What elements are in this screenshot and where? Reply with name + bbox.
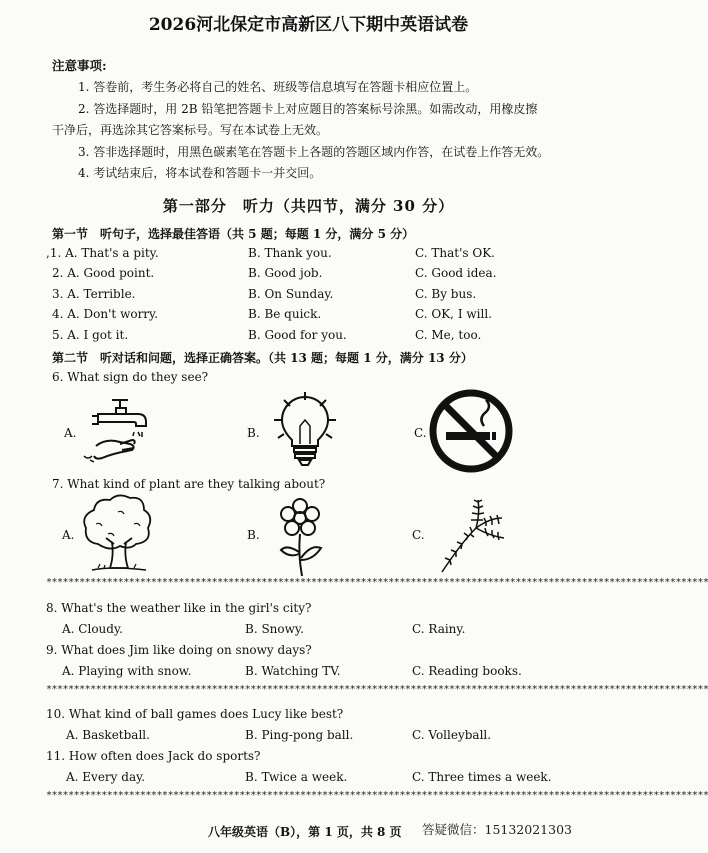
q3-option-b: B. On Sunday. (248, 287, 334, 301)
q10-option-a: A. Basketball. (66, 728, 150, 742)
q6-label-c: C. (414, 426, 427, 440)
q7-label-b: B. (247, 528, 260, 542)
q5-option-c: C. Me, too. (415, 328, 482, 342)
q2-option-a: 2. A. Good point. (52, 266, 155, 280)
notes-line: 1. 答卷前，考生务必将自己的姓名、班级等信息填写在答题卡相应位置上。 (78, 80, 478, 94)
q4-option-b: B. Be quick. (248, 307, 322, 321)
q9-option-b: B. Watching TV. (245, 664, 341, 678)
section1-heading: 第一节 听句子，选择最佳答语（共 5 题；每题 1 分，满分 5 分） (52, 227, 415, 241)
section2-heading: 第二节 听对话和问题，选择正确答案。（共 13 题；每题 1 分，满分 13 分） (52, 351, 473, 365)
no-smoking-icon (428, 388, 514, 474)
q7-label-a: A. (62, 528, 75, 542)
fern-leaf-icon (428, 494, 520, 576)
q3-option-a: 3. A. Terrible. (52, 287, 136, 301)
q10-stem: 10. What kind of ball games does Lucy like best? (46, 707, 344, 721)
exam-title: 2026河北保定市高新区八下期中英语试卷 (148, 15, 469, 35)
notes-line: 干净后，再选涂其它答案标号。写在本试卷上无效。 (52, 123, 329, 137)
q8-stem: 8. What's the weather like in the girl's city? (46, 601, 312, 615)
q5-option-a: 5. A. I got it. (52, 328, 129, 342)
q1-option-a: ,1. A. That's a pity. (46, 246, 159, 260)
separator: ************************************************************************************************************************ (46, 577, 708, 588)
q6-label-a: A. (64, 426, 77, 440)
notes-line: 3. 答非选择题时，用黑色碳素笔在答题卡上各题的答题区域内作答，在试卷上作答无效。 (78, 145, 550, 159)
separator: ************************************************************************************************************************ (46, 684, 708, 695)
q8-option-a: A. Cloudy. (62, 622, 123, 636)
q10-option-b: B. Ping-pong ball. (245, 728, 354, 742)
q11-option-a: A. Every day. (66, 770, 146, 784)
q2-option-c: C. Good idea. (415, 266, 497, 280)
q1-option-b: B. Thank you. (248, 246, 332, 260)
q3-option-c: C. By bus. (415, 287, 477, 301)
q1-option-c: C. That's OK. (415, 246, 495, 260)
q9-option-c: C. Reading books. (412, 664, 522, 678)
q5-option-b: B. Good for you. (248, 328, 347, 342)
q7-stem: 7. What kind of plant are they talking about? (52, 477, 326, 491)
tree-icon (78, 494, 160, 576)
q9-stem: 9. What does Jim like doing on snowy days? (46, 643, 312, 657)
q6-stem: 6. What sign do they see? (52, 370, 209, 384)
q11-stem: 11. How often does Jack do sports? (46, 749, 261, 763)
page-footer: 八年级英语（B），第 1 页，共 8 页 (208, 825, 402, 839)
notes-heading: 注意事项: (52, 58, 107, 73)
notes-line: 2. 答选择题时，用 2B 铅笔把答题卡上对应题目的答案标号涂黑。如需改动，用橡皮擦 (78, 102, 538, 116)
q8-option-c: C. Rainy. (412, 622, 466, 636)
notes-line: 4. 考试结束后，将本试卷和答题卡一并交回。 (78, 166, 322, 180)
q11-option-b: B. Twice a week. (245, 770, 348, 784)
q11-option-c: C. Three times a week. (412, 770, 552, 784)
q8-option-b: B. Snowy. (245, 622, 304, 636)
q7-label-c: C. (412, 528, 425, 542)
part1-title: 第一部分 听力（共四节，满分 30 分） (162, 197, 455, 215)
q4-option-c: C. OK, I will. (415, 307, 492, 321)
contact-watermark: 答疑微信：15132021303 (422, 822, 572, 837)
separator: ************************************************************************************************************************ (46, 790, 708, 801)
q4-option-a: 4. A. Don't worry. (52, 307, 159, 321)
q6-label-b: B. (247, 426, 260, 440)
q2-option-b: B. Good job. (248, 266, 323, 280)
flower-icon (272, 496, 328, 578)
faucet-hands-icon (78, 390, 158, 470)
q9-option-a: A. Playing with snow. (62, 664, 192, 678)
light-bulb-icon (270, 388, 340, 468)
q10-option-c: C. Volleyball. (412, 728, 492, 742)
